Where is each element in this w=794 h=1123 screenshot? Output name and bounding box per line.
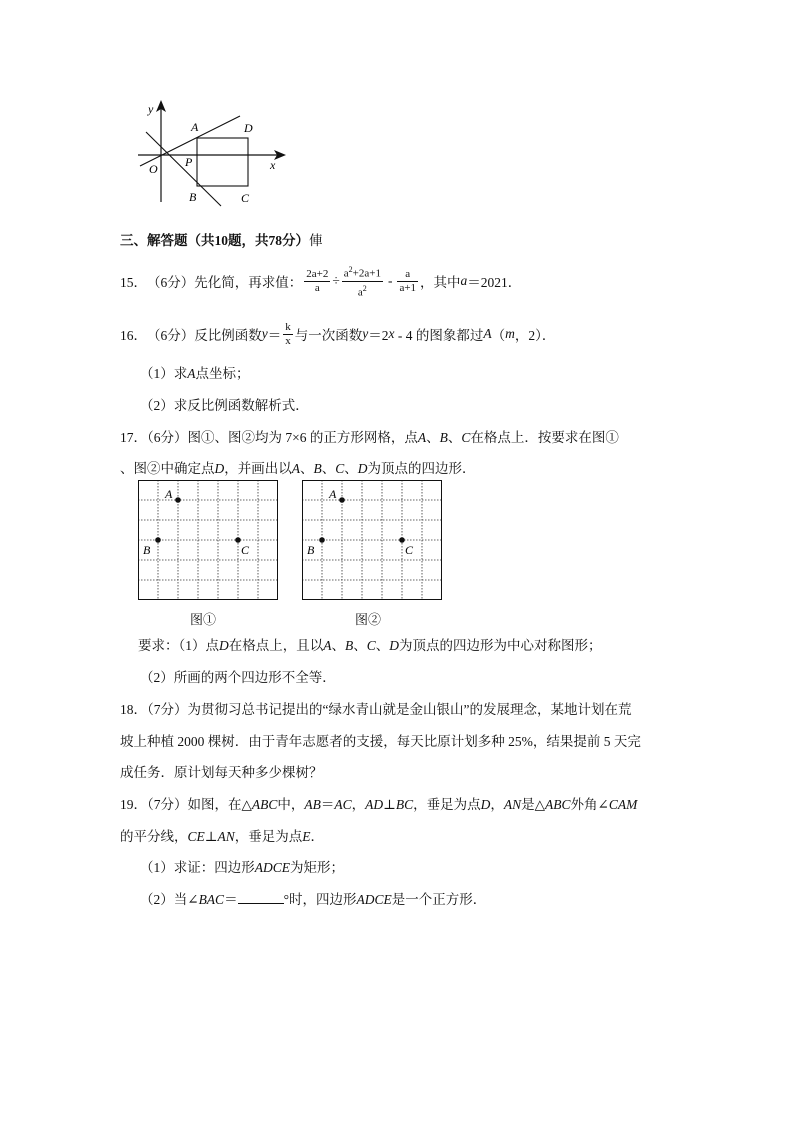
q15-f3-num: a — [397, 268, 418, 282]
grid-1-label-c: C — [241, 543, 250, 557]
q16-sub-1 — [140, 362, 250, 382]
grid-2-label-b: B — [307, 543, 315, 557]
q17-c: C — [461, 430, 471, 445]
label-o: O — [149, 162, 158, 176]
q17-a: A — [417, 430, 427, 445]
q19-score: （7分） — [147, 797, 188, 812]
q16-t5: （ — [491, 328, 506, 343]
q19-d: D — [480, 797, 491, 812]
label-x: x — [270, 158, 276, 172]
q16-sub-2 — [140, 394, 309, 414]
q15-value: ＝2021． — [467, 275, 522, 290]
q15-fraction-3 — [397, 268, 418, 295]
q16-t3: ＝2 — [368, 328, 389, 343]
q15-f2-den — [342, 282, 383, 300]
q15-f2-num-rest: +2a+1 — [352, 267, 381, 280]
q19-ac: AC — [334, 797, 352, 812]
q17-req-c: C — [366, 638, 376, 653]
q16-var-y2: y — [362, 326, 369, 341]
label-a: A — [191, 120, 199, 134]
q19-ab: AB — [304, 797, 321, 812]
q19-ce: CE — [187, 829, 205, 844]
q19-an: AN — [503, 797, 522, 812]
q19-end: ． — [310, 829, 324, 844]
q19-e: E — [302, 829, 311, 844]
grid-1-point-b — [155, 537, 161, 543]
label-y: y — [148, 102, 154, 116]
q19-comma2: ， — [490, 797, 504, 812]
grid-1-point-c — [235, 537, 241, 543]
q15-var: a — [460, 273, 468, 288]
q17-req-lead: 要求：（1）点 — [138, 638, 219, 653]
q16-t2: 与一次函数 — [294, 328, 363, 343]
q19-t4: 是△ — [521, 797, 546, 812]
q19-sub2b: ＝ — [224, 892, 238, 907]
q16-t1: 反比例函数 — [194, 328, 262, 343]
q17-req2-text: （2）所画的两个四边形不全等． — [140, 670, 336, 685]
q17-req-c3: 、 — [375, 638, 390, 653]
grid-1 — [138, 480, 280, 604]
q15-f1-den: a — [314, 281, 320, 294]
q15-number: 15． — [120, 275, 147, 290]
q16-f-den: x — [285, 334, 291, 347]
q19-abc2: ABC — [545, 797, 571, 812]
q17-c2b: C — [335, 461, 345, 476]
q17-t5: 为顶点的四边形． — [367, 461, 476, 476]
label-p: P — [185, 155, 193, 169]
q16-sub2-text: （2）求反比例函数解析式． — [140, 398, 309, 413]
question-17-line-2 — [120, 457, 476, 477]
q16-t6: ，2）． — [514, 328, 556, 343]
grid-2-label-a: A — [329, 487, 337, 501]
answer-blank[interactable] — [238, 891, 284, 904]
q19-sub2-adce: ADCE — [356, 892, 392, 907]
q19-ad: AD — [365, 797, 384, 812]
q17-req-d: D — [219, 638, 229, 653]
q17-t1: 图①、图②均为 7×6 的正方形网格，点 — [187, 430, 418, 445]
q17-b: B — [439, 430, 448, 445]
question-15 — [120, 264, 521, 298]
q16-number: 16． — [120, 328, 147, 343]
q16-eq: ＝ — [267, 328, 282, 343]
q15-tail: ，其中 — [420, 275, 461, 290]
grid-2-point-b — [319, 537, 325, 543]
q17-d: D — [214, 461, 225, 476]
q19-cam: CAM — [608, 797, 638, 812]
q19-number: 19． — [120, 797, 147, 812]
q18-number: 18． — [120, 702, 147, 717]
q16-sub1-end: 点坐标； — [195, 366, 250, 381]
q17-req-d2: D — [389, 638, 400, 653]
q17-req-a: A — [323, 638, 332, 653]
q19-abc: ABC — [251, 797, 278, 812]
question-19-line-1 — [120, 793, 637, 813]
q15-div: ÷ — [332, 273, 340, 288]
q19-sub2-bac: BAC — [198, 892, 225, 907]
question-18-line-2 — [120, 730, 641, 750]
q16-var-m: m — [505, 326, 515, 341]
q19-bc: BC — [395, 797, 414, 812]
q19-l2a: 的平分线， — [120, 829, 188, 844]
q17-b2: B — [313, 461, 322, 476]
q16-var-x: x — [388, 326, 395, 341]
q19-sub1-end: 为矩形； — [290, 860, 344, 875]
coordinate-figure — [130, 98, 300, 210]
q15-fraction-2 — [342, 263, 383, 299]
label-c: C — [241, 191, 250, 205]
q16-fraction — [283, 321, 293, 348]
grid-2-label-c: C — [405, 543, 414, 557]
q17-c3: 、 — [300, 461, 314, 476]
q15-f2-den-sup: 2 — [362, 283, 367, 293]
q15-f2-num — [342, 263, 383, 282]
question-16 — [120, 317, 555, 351]
q18-line3: 成任务．原计划每天种多少棵树？ — [120, 765, 323, 780]
q16-score: （6分） — [147, 328, 195, 343]
q19-sub-1 — [140, 856, 344, 876]
q15-f2-den-a: a — [357, 286, 363, 299]
q15-lead: 先化简，再求值： — [194, 275, 303, 290]
q19-sub-2 — [140, 888, 486, 908]
q17-t2: 在格点上．按要求在图① — [470, 430, 619, 445]
q16-t4: - 4 的图象都过 — [394, 328, 484, 343]
q17-c1: 、 — [426, 430, 440, 445]
q16-sub1-lead: （1）求 — [140, 366, 188, 381]
q19-t3: ，垂足为点 — [413, 797, 481, 812]
q17-req-t2: 为顶点的四边形为中心对称图形； — [399, 638, 602, 653]
grid-1-point-a — [175, 497, 181, 503]
q18-line2: 坡上种植 2000 棵树．由于青年志愿者的支援，每天比原计划多种 25%，结果提前 5 天完 — [120, 734, 641, 749]
q19-sub2a: （2）当∠ — [140, 892, 199, 907]
q17-d2: D — [357, 461, 368, 476]
q19-t2: 中， — [277, 797, 305, 812]
q19-l2b: ，垂足为点 — [234, 829, 303, 844]
q19-comma1: ， — [351, 797, 366, 812]
q17-c2: 、 — [447, 430, 462, 445]
label-d: D — [244, 121, 253, 135]
q16-sub1-var: A — [187, 366, 196, 381]
q15-minus: - — [387, 273, 393, 288]
q17-req-c1: 、 — [331, 638, 345, 653]
q16-f-num: k — [285, 320, 291, 333]
q19-sub1-lead: （1）求证：四边形 — [140, 860, 255, 875]
grid-1-label-b: B — [143, 543, 151, 557]
question-19-line-2 — [120, 825, 324, 845]
grid-1-label-a: A — [165, 487, 173, 501]
label-b: B — [189, 190, 197, 204]
section-mark: 俥 — [309, 233, 323, 248]
question-18-line-1 — [120, 698, 631, 718]
q15-f1-num: 2a+2 — [306, 267, 329, 280]
rectangle-abcd — [197, 138, 248, 186]
q15-f3-den: a+1 — [399, 281, 417, 294]
grid-2-point-a — [339, 497, 345, 503]
q17-requirement-2 — [140, 666, 336, 686]
q19-an2: AN — [217, 829, 235, 844]
q19-sub1-adce: ADCE — [254, 860, 290, 875]
section-title-text: 三、解答题（共10题，共78分） — [120, 233, 309, 248]
q19-perp2: ⊥ — [204, 829, 218, 844]
question-18-line-3 — [120, 761, 323, 781]
q19-eq: ＝ — [320, 797, 335, 812]
grid-2 — [302, 480, 444, 604]
q16-var-a: A — [483, 326, 492, 341]
q18-score: （7分） — [147, 702, 188, 717]
q17-t3: 、图②中确定点 — [120, 461, 215, 476]
q17-req-b: B — [345, 638, 354, 653]
q18-line1: 为贯彻习总书记提出的“绿水青山就是金山银山”的发展理念，某地计划在荒 — [187, 702, 632, 717]
q19-perp1: ⊥ — [383, 797, 396, 812]
q19-t1: 如图，在△ — [187, 797, 252, 812]
q17-t4: ，并画出以 — [224, 461, 292, 476]
q16-var-y: y — [261, 326, 268, 341]
q15-score: （6分） — [147, 275, 195, 290]
q15-fraction-1 — [304, 268, 330, 295]
q17-req-c2: 、 — [353, 638, 367, 653]
section-title — [120, 229, 323, 249]
q17-score: （6分） — [147, 430, 188, 445]
q17-number: 17． — [120, 430, 147, 445]
q17-req-t1: 在格点上，且以 — [228, 638, 324, 653]
grid-2-point-c — [399, 537, 405, 543]
q19-sub2c: °时，四边形 — [283, 892, 357, 907]
q17-requirement-1 — [138, 634, 602, 654]
q15-f2-num-a: a — [343, 267, 349, 280]
q17-c5: 、 — [344, 461, 358, 476]
q17-c4: 、 — [321, 461, 336, 476]
question-17-line-1 — [120, 426, 619, 446]
grid-2-caption: 图② — [355, 612, 382, 627]
q15-f2-num-sup: 2 — [348, 264, 353, 274]
q19-sub2d: 是一个正方形． — [391, 892, 487, 907]
grid-1-caption: 图① — [190, 612, 217, 627]
q19-t5: 外角∠ — [570, 797, 609, 812]
q17-a2: A — [291, 461, 300, 476]
